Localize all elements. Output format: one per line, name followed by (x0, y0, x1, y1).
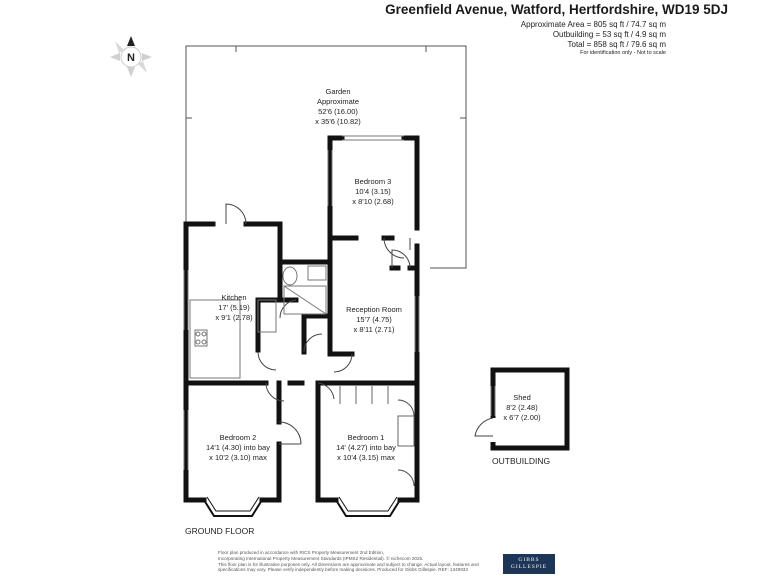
kitchen-door-icon (226, 204, 246, 224)
reception-dim-1: 15'7 (4.75) (356, 315, 392, 324)
reception-dim-2: x 8'11 (2.71) (353, 325, 395, 334)
property-address-title: Greenfield Avenue, Watford, Hertfordshire, WD19 5DJ (385, 2, 728, 17)
shed-label: Shed (513, 393, 531, 402)
disclaimer-line: Incorporating International Property Measurement Standards (IPMS2 Residential). © nichecom 2025. (218, 555, 424, 561)
logo-line-1: GIBBS (518, 557, 540, 563)
kitchen-label: Kitchen (221, 293, 247, 302)
bedroom3-dim-2: x 8'10 (2.68) (352, 197, 394, 206)
garden-label: Garden (325, 87, 351, 96)
bathroom-fixtures (283, 266, 326, 314)
ground-floor-label: GROUND FLOOR (185, 526, 255, 536)
agent-logo (503, 554, 555, 574)
kitchen-dim-2: x 9'1 (2.78) (215, 313, 253, 322)
total-area: Total = 858 sq ft / 79.6 sq m (567, 40, 666, 49)
garden-boundary (186, 46, 466, 268)
toilet-icon (283, 267, 297, 285)
disclaimer (218, 550, 500, 573)
identification-note: For identification only - Not to scale (580, 50, 666, 56)
shed-dim-2: x 6'7 (2.00) (503, 413, 541, 422)
logo-line-2: GILLESPIE (510, 564, 548, 570)
outbuilding-label: OUTBUILDING (492, 456, 551, 466)
garden-dim-2: x 35'6 (10.82) (315, 117, 361, 126)
disclaimer-line: Floor plan produced in accordance with RICS Property Measurement 2nd Edition, (218, 550, 384, 555)
shed-dim-1: 8'2 (2.48) (506, 403, 538, 412)
disclaimer-line: specifications may vary. Please verify independently before making decisions. Produced for Gibbs Gillespie. REF: 1349933 (218, 567, 468, 573)
bedroom1-dim-1: 14' (4.27) into bay (336, 443, 396, 452)
north-compass (110, 36, 152, 77)
reception-label: Reception Room (346, 305, 402, 314)
bedroom1-label: Bedroom 1 (347, 433, 385, 442)
bedroom2-dim-1: 14'1 (4.30) into bay (206, 443, 270, 452)
bedroom2-label: Bedroom 2 (219, 433, 257, 442)
garden-dim-1: 52'6 (16.00) (318, 107, 358, 116)
bedroom1-dim-2: x 10'4 (3.15) max (337, 453, 395, 462)
outbuilding-area: Outbuilding = 53 sq ft / 4.9 sq m (552, 30, 666, 39)
sink-icon (258, 300, 276, 332)
bay-windows (204, 497, 400, 516)
bedroom2-dim-2: x 10'2 (3.10) max (209, 453, 267, 462)
approximate-area: Approximate Area = 805 sq ft / 74.7 sq m (520, 20, 666, 29)
basin-icon (308, 266, 326, 280)
disclaimer-line: This floor plan is for illustrative purposes only. All dimensions are approximate and subject to change. Actual layout, features and (218, 561, 479, 567)
bedroom3-dim-1: 10'4 (3.15) (355, 187, 391, 196)
kitchen-dim-1: 17' (5.19) (218, 303, 250, 312)
compass-arrow-icon (127, 36, 135, 46)
bedroom3-label: Bedroom 3 (354, 177, 392, 186)
compass-north-letter: N (127, 52, 135, 64)
garden-label-approx: Approximate (316, 97, 360, 106)
